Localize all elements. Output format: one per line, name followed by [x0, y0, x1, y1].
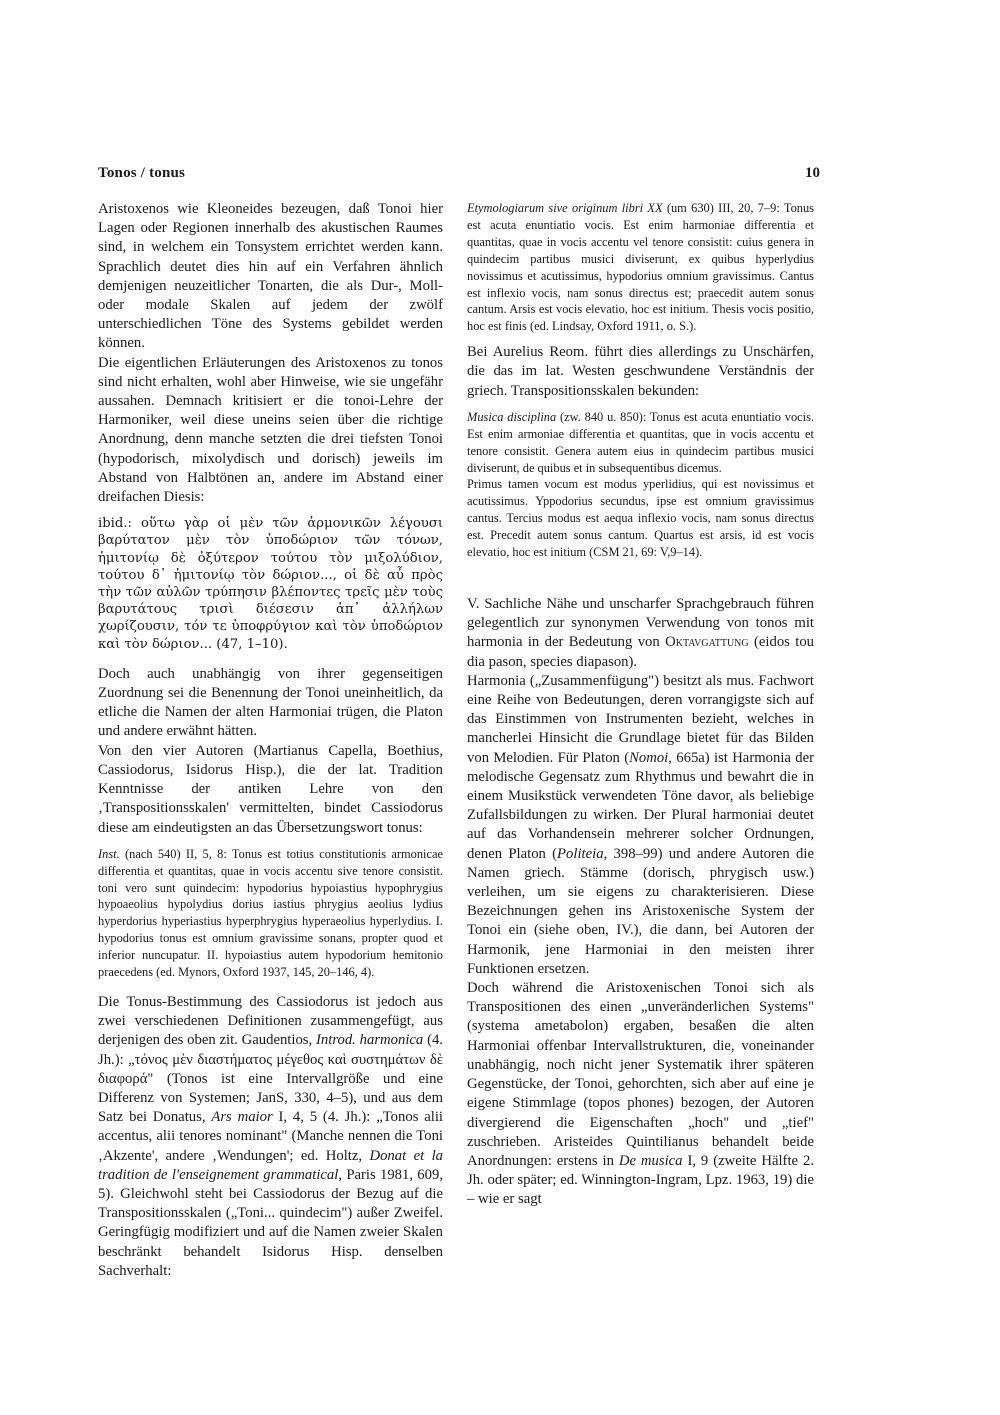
paragraph: [467, 595, 814, 672]
quotation-text: (zw. 840 u. 850): Tonus est acuta enuntiatio vocis. Est enim armoniae differentia et quantitas, que in vocis accentu et tenore consistit. Genera autem eius in quindecim partibus musici diviserunt, de quibus et in subsequentibus dicemus.: [467, 409, 814, 475]
citation-title: Politeia: [557, 845, 604, 862]
citation-title: Etymologiarum sive originum libri XX: [467, 201, 663, 215]
text-run: Doch während die Aristoxenischen Tonoi sich als Transpositionen des einen „unveränderlichen Systems" (systema ametabolon) ergaben, besaßen die alten Harmoniai offenbar Intervallstrukturen, die, voneinander unabhängig, noch nicht jener Systematik ihrer späteren Gegenstücke, der Tonoi, gehorchten, sich aber auf eine je eigene Stimmlage (topos phones) bezogen, der Autoren divergierend die Eigenschaften „hoch" und „tief" zuschrieben. Aristeides Quintilianus behandelt beide Anordnungen: erstens in: [467, 980, 814, 1169]
quotation-text: (um 630) III, 20, 7–9: Tonus est acuta enuntiatio vocis. Est enim harmoniae differentia et quantitas, quae in vocis accentu vel tenore consistit: cuius genera in quindecim partibus musici diviserunt, ex quibus hyperlydius novissimus et acutissimus, hypodorius omnium gravissimus. Cantus est inflexio vocis, nam sonus directus est; praecedit autem sonus cantum. Arsis est vocis elevatio, hoc est initium. Thesis vocis positio, hoc est finis (ed. Lindsay, Oxford 1911, o. S.).: [467, 201, 814, 334]
cross-reference: Oktavgattung: [665, 634, 749, 651]
paragraph: [467, 672, 814, 979]
text-run: I, 4, 5 (4. Jh.): „Tonos alii accentus, alii tenores nominant" (Manche nennen die Toni ‚Akzente', andere ‚Wendungen'; ed. Holtz,: [98, 1109, 443, 1164]
citation-title: Musica disciplina: [467, 409, 557, 424]
paragraph: Die eigentlichen Erläuterungen des Aristoxenos zu tonos sind nicht erhalten, wohl aber Hinweise, wie sie ungefähr aussahen. Demnach kritisiert er die tonoi-Lehre der Harmoniker, weil diese uneins seien über die richtige Anordnung, denn manche setzten die drei tiefsten Tonoi (hypodorisch, mixolydisch und dorisch) jeweils im Abstand von Halbtönen an, andere im Abstand einer dreifachen Diesis:: [98, 354, 443, 506]
text-run: , Paris 1981, 609, 5). Gleichwohl steht bei Cassiodorus der Bezug auf die Transpositionsskalen („Toni... quindecim") außer Zweifel. Geringfügig modifiziert und auf die Namen zweier Skalen beschränkt behandelt Isidorus Hisp. denselben Sachverhalt:: [98, 1166, 444, 1279]
paragraph: Bei Aurelius Reom. führt dies allerdings zu Unschärfen, die das im lat. Westen geschwundene Verständnis der griech. Transpositionsskalen bekunden:: [467, 344, 814, 399]
text-run: Harmonia („Zusammenfügung") besitzt als mus. Fachwort eine Reihe von Bedeutungen, deren vorrangigste sich auf das Einstimmen von Instrumenten bezieht, welches in mancherlei Hinsicht die Grundlage bietet für das Bilden von Melodien. Für Platon (: [467, 672, 814, 766]
text-run: I, 9 (zweite Hälfte 2. Jh. oder später; ed. Winnington-Ingram, Lpz. 1963, 19) die – wie er sagt: [467, 1152, 814, 1208]
citation-title: Ars maior: [211, 1109, 273, 1126]
page-number: 10: [805, 165, 820, 181]
text-run: Die Tonus-Bestimmung des Cassiodorus ist jedoch aus zwei verschiedenen Definitionen zusammengefügt, aus derjenigen des oben zit. Gaudentios,: [98, 993, 443, 1049]
citation-title: Inst.: [98, 846, 120, 861]
text-run: (eidos tou dia pason, species diapason).: [467, 634, 815, 670]
citation-title: Donat et la tradition de l'enseignement grammatical: [98, 1147, 443, 1183]
citation-title: Introd. harmonica: [316, 1032, 424, 1049]
citation-title: Nomoi: [629, 749, 669, 766]
paragraph: Aristoxenos wie Kleoneides bezeugen, daß Tonoi hier Lagen oder Regionen innerhalb des akustischen Raumes sind, in welchem ein Tonsystem errichtet werden kann. Sprachlich deutet dies hin auf ein Verfahren ähnlich demjenigen neuzeitlicher Tonarten, die als Dur-, Moll- oder modale Skalen auf jedem der zwölf unterschiedlichen Töne des Systems gebildet werden können.: [98, 201, 443, 352]
latin-quotation: Primus tamen vocum est modus yperlidius, qui est novissimus et acutissimus. Yppodorius secundus, ipse est omnium gravissimus cantus. Tercius modus est aequa inflexio vocis, nam sonus directus est. Precedit autem sonus cantum. Quartus est arsis, id est vocis elevatio, hoc est initium (CSM 21, 69: V,9–14).: [467, 477, 814, 560]
quotation-text: (nach 540) II, 5, 8: Tonus est totius constitutionis armonicae differentia et quantitas, quae in vocis accentu sive tenore consistit. toni vero sunt quindecim: hypodorius hypoiastius hypophrygius hypoaeolius hypolydius dorius iastius phrygius aeolius lydius hyperdorius hyperiastius hyperphrygius hyperaeolius hyperlydius. I. hypodorius tonus est omnium gravissime sonans, propter quod et inferior nuncupatur. II. hypoiastius autem hypodorium hemitonio praecedens (ed. Mynors, Oxford 1937, 145, 20–146, 4).: [98, 846, 443, 980]
paragraph: Doch auch unabhängig von ihrer gegenseitigen Zuordnung sei die Benennung der Tonoi uneinheitlich, da etliche die Namen der alten Harmoniai trügen, die Platon und andere erwähnt hätten.: [98, 665, 443, 740]
citation-title: De musica: [618, 1152, 683, 1169]
latin-quotation: [98, 846, 443, 981]
paragraph: Von den vier Autoren (Martianus Capella, Boethius, Cassiodorus, Isidorus Hisp.), die der lat. Tradition Kenntnisse der antiken Lehre von den ‚Transpositionsskalen' vermittelten, bindet Cassiodorus diese am eindeutigsten an das Übersetzungswort tonus:: [98, 742, 443, 836]
running-title: Tonos / tonus: [98, 165, 186, 181]
paragraph: [98, 993, 443, 1281]
greek-quotation: ibid.: οὕτω γὰρ οἱ μὲν τῶν ἁρμονικῶν λέγουσι βαρύτατον μὲν τὸν ὑποδώριον τῶν τόνων, ἡμιτονίῳ δὲ ὀξύτερον τούτου τὸν μιξολύδιον, τούτου δ᾿ ἡμιτονίῳ τὸν δώριον..., οἱ δὲ αὖ πρὸς τὴν τῶν αὐλῶν τρύπησιν βλέποντες τρεῖς μὲν τοὺς βαρυτάτους τρισὶ διέσεσιν ἀπ᾿ ἀλλήλων χωρίζουσιν, τόν τε ὑποφρύγιον καὶ τὸν ὑποδώριον καὶ τὸν δώριον... (47, 1–10).: [98, 516, 443, 652]
text-run: , 398–99) und andere Autoren die Namen griech. Stämme (dorisch, phrygisch usw.) verleihen, um sie eigens zu charakterisieren. Diese Bezeichnungen gehen ins Aristoxenische System der Tonoi ein (siehe oben, IV.), die dann, bei Autoren der Harmonik, jene Harmoniai in den meisten ihrer Funktionen ersetzen.: [467, 845, 814, 977]
text-run: V. Sachliche Nähe und unscharfer Sprachgebrauch führen gelegentlich zur synonymen Verwendung von tonos mit harmonia in der Bedeutung von: [467, 596, 814, 651]
paragraph: [467, 979, 814, 1209]
left-column: [98, 200, 443, 1281]
latin-quotation: [467, 200, 814, 335]
text-run: (4. Jh.): „τόνος μὲν διαστήματος μέγεθος καὶ συστημάτων δὲ διαφορά" (Tonos ist eine Intervallgröße und eine Differenz von Systemen; JanS, 330, 4–5), und aus dem Satz bei Donatus,: [98, 1032, 443, 1126]
right-column: [467, 200, 814, 1210]
text-run: , 665a) ist Harmonia der melodische Gegensatz zum Rhythmus und bewahrt die in einem Musikstück verwendeten Töne davor, als beliebige Zufallsbildungen zu wirken. Der Plural harmoniai deutet auf das Vorhandensein mehrerer solcher Ordnungen, denen Platon (: [467, 749, 814, 862]
latin-quotation: [467, 409, 814, 477]
